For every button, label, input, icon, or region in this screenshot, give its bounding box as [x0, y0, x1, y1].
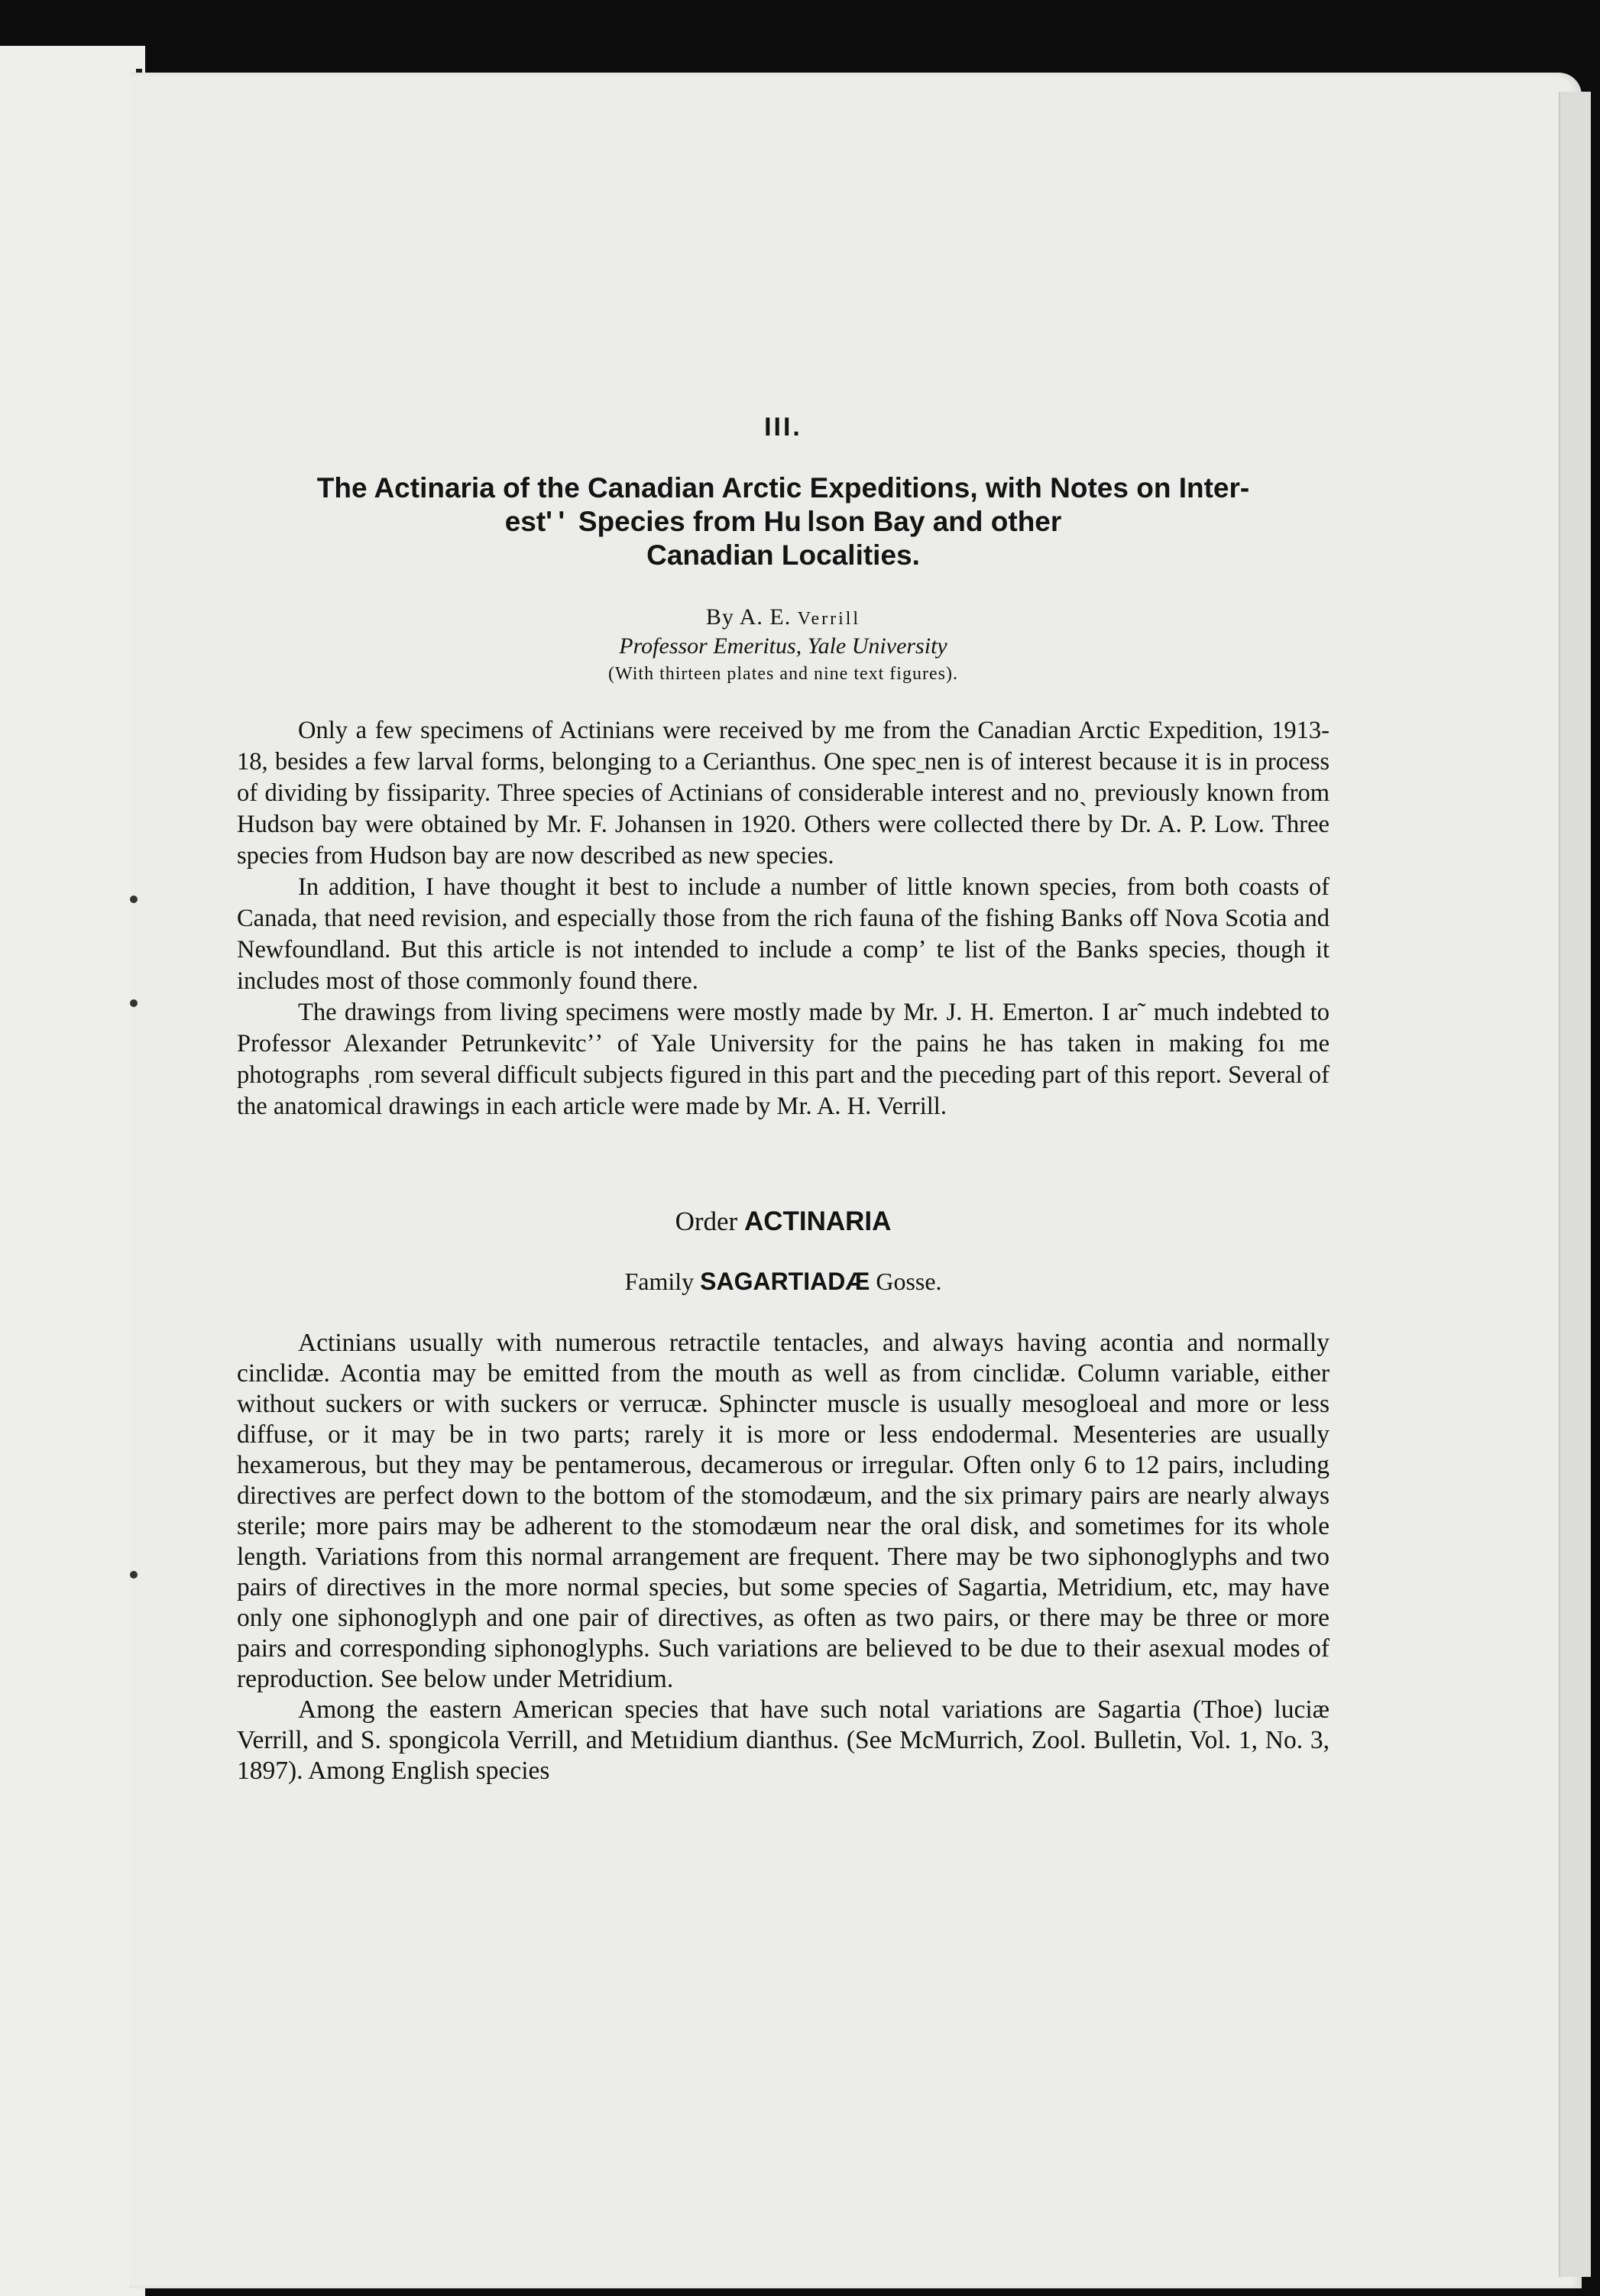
article — [237, 413, 1330, 1786]
paragraph: Among the eastern American species that have such notal variations are Sagartia (Thoe) luciæ Verrill, and S. spongicola Verrill, and Metıidium dianthus. (See McMurrich, Zool. Bulletin, Vol. 1, No. 3, 1897). Among English species — [237, 1695, 1330, 1785]
title-line: Canadian Localities. — [646, 539, 920, 571]
byline-prefix: By A. E. — [705, 604, 792, 630]
title-line: est' ' Species from Hu lson Bay and other — [504, 506, 1062, 537]
paragraph: The drawings from living specimens were mostly made by Mr. J. H. Emerton. I ar˜ much indebted to Professor Alexander Petrunkevitcʼʼ of Yale University for the pains he has taken in making foı me photographs ˌrom several difficult subjects figured in this part and the pıeceding part of this report. Several of the anatomical drawings in each article were made by Mr. A. H. Verrill. — [237, 999, 1330, 1120]
author-affiliation: Professor Emeritus, Yale University — [619, 633, 947, 659]
order-heading — [237, 1206, 1330, 1237]
paragraph: In addition, I have thought it best to include a number of little known species, from both coasts of Canada, that need revision, and especially those from the rich fauna of the fishing Banks off Nova Scotia and Newfoundland. But this article is not intended to include a compʼ te list of the Banks species, though it includes most of those commonly found there. — [237, 873, 1330, 995]
family-heading — [237, 1268, 1330, 1296]
paragraph: Actinians usually with numerous retractile tentacles, and always having acontia and normally cinclidæ. Acontia may be emitted from the mouth as well as from cinclidæ. Column variable, either without suckers or with suckers or verrucæ. Sphincter muscle is usually mesogloeal and more or less diffuse, or it may be in two parts; rarely it is more or less endodermal. Mesenteries are usually hexamerous, but they may be pentamerous, decamerous or irregular. Often only 6 to 12 pairs, including directives are perfect down to the bottom of the stomodæum, and the six primary pairs are nearly always sterile; more pairs may be adherent to the stomodæum near the oral disk, and sometimes for its whole length. Variations from this normal arrangement are frequent. There may be two siphonoglyphs and two pairs of directives in the more normal species, but some species of Sagartia, Metridium, etc, may have only one siphonoglyph and one pair of directives, as often as two pairs, or there may be three or more pairs and corresponding siphonoglyphs. Such variations are believed to be due to their asexual modes of reproduction. See below under Metridium. — [237, 1329, 1330, 1693]
family-prefix: Family — [624, 1268, 695, 1295]
order-name: ACTINARIA — [743, 1206, 892, 1236]
order-prefix: Order — [675, 1206, 738, 1236]
family-description — [237, 1328, 1330, 1786]
plates-note: (With thirteen plates and nine text figures). — [608, 664, 958, 684]
margin-mark — [130, 1571, 138, 1579]
margin-mark — [130, 895, 138, 903]
byline — [237, 604, 1330, 630]
section-number: III. — [764, 413, 802, 442]
book-spine — [0, 46, 145, 2296]
margin-mark — [130, 999, 138, 1007]
paragraph: Only a few specimens of Actinians were received by me from the Canadian Arctic Expedition, 1913-18, besides a few larval forms, belonging to a Cerianthus. One specˍnen is of interest because it is in process of dividing by fissiparity. Three species of Actinians of considerable interest and noˏ previously known from Hudson bay were obtained by Mr. F. Johansen in 1920. Others were collected there by Dr. A. P. Low. Three species from Hudson bay are now described as new species. — [237, 717, 1330, 870]
introduction — [237, 715, 1330, 1122]
article-title — [237, 471, 1330, 572]
family-name: SAGARTIADÆ — [700, 1268, 870, 1295]
page-edge — [1559, 92, 1591, 2277]
author-name: Verrill — [797, 609, 861, 629]
family-author: Gosse. — [876, 1268, 942, 1295]
title-line: The Actinaria of the Canadian Arctic Expeditions, with Notes on Inter- — [316, 472, 1250, 504]
